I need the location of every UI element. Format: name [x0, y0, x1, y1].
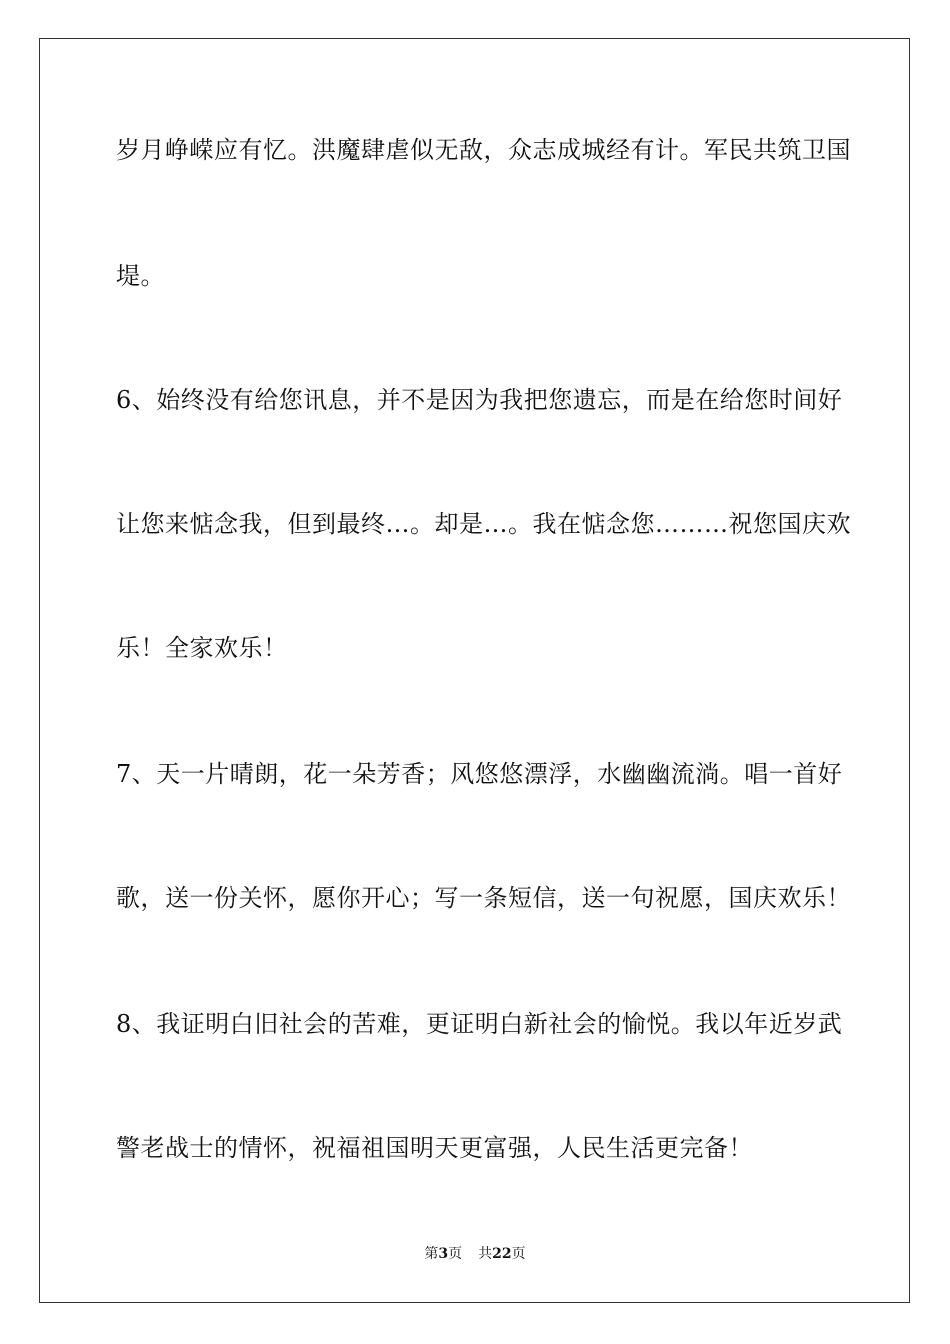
text-line: 6、始终没有给您讯息，并不是因为我把您遗忘，而是在给您时间好 — [116, 386, 843, 414]
text-line: 乐！全家欢乐！ — [116, 634, 288, 662]
text-line: 7、天一片晴朗，花一朵芳香；风悠悠漂浮，水幽幽流淌。唱一首好 — [116, 760, 843, 788]
page-label-suffix: 页 — [448, 1246, 463, 1262]
total-pages: 22 — [492, 1246, 512, 1262]
page-border — [39, 38, 910, 1303]
text-line: 歌，送一份关怀，愿你开心；写一条短信，送一句祝愿，国庆欢乐！ — [116, 884, 851, 912]
text-line: 岁月峥嵘应有忆。洪魔肆虐似无敌，众志成城经有计。军民共筑卫国 — [116, 136, 851, 164]
text-line: 堤。 — [116, 262, 165, 290]
page-label-prefix: 第 — [424, 1246, 439, 1262]
total-label-suffix: 页 — [511, 1246, 526, 1262]
page-footer — [0, 1245, 950, 1263]
text-line: 警老战士的情怀，祝福祖国明天更富强，人民生活更完备！ — [116, 1134, 753, 1162]
total-label-prefix: 共 — [478, 1246, 493, 1262]
text-line: 8、我证明白旧社会的苦难，更证明白新社会的愉悦。我以年近岁武 — [116, 1010, 843, 1038]
page-number: 3 — [438, 1246, 449, 1262]
text-line: 让您来惦念我，但到最终…。却是…。我在惦念您………祝您国庆欢 — [116, 510, 851, 538]
